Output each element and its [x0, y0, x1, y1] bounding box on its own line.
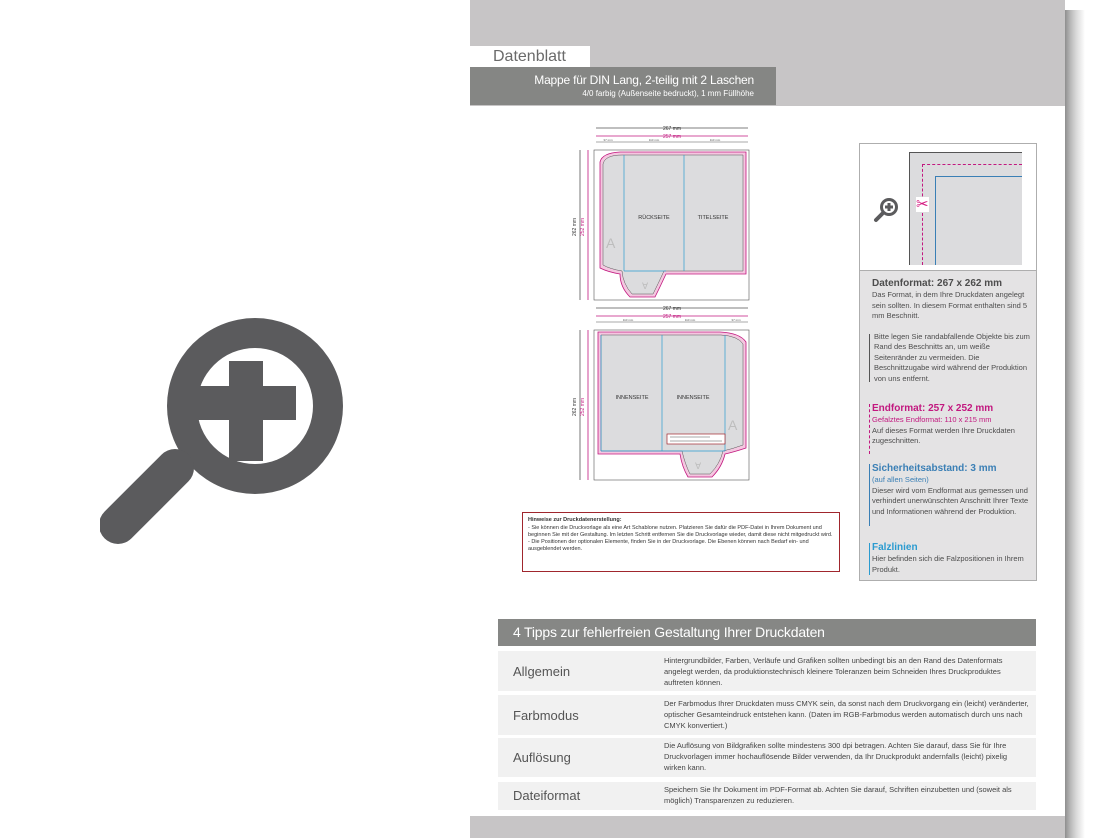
- svg-text:A: A: [728, 417, 738, 433]
- svg-text:INNENSEITE: INNENSEITE: [676, 395, 710, 401]
- scissors-icon: ✂: [916, 196, 929, 213]
- product-name: Mappe für DIN Lang, 2-teilig mit 2 Laschen: [534, 73, 754, 87]
- svg-text:∀: ∀: [695, 461, 702, 471]
- svg-text:110 mm: 110 mm: [622, 318, 634, 322]
- svg-text:267 mm: 267 mm: [662, 306, 682, 312]
- datenformat-section: Datenformat: 267 x 262 mm Das Format, in dem Ihre Druckdaten angelegt sein sollten. In diesem Format enthalten sind 5 mm Beschnitt. Bitte legen Sie randabfallende Objekte bis zum Rand des Beschnitts an, um weiße Seitenränder zu vermeiden. Die Beschnittzugabe wird während der Produktion von uns entfernt.: [872, 277, 1034, 384]
- tip-row: [498, 651, 1036, 691]
- hint-box: [522, 512, 840, 572]
- panel-label: RÜCKSEITE: [638, 215, 670, 221]
- width-final-label: 257 mm: [662, 134, 682, 140]
- tip-label: Auflösung: [513, 750, 571, 765]
- diagram-outer: [570, 122, 760, 304]
- sicherheitsabstand-section: Sicherheitsabstand: 3 mm (auf allen Seiten) Dieser wird vom Endformat aus gemessen und verhindert unerwünschten Anschnitt Ihrer Texte und Informationen während der Produktion.: [872, 462, 1034, 517]
- falzlinien-section: Falzlinien Hier befinden sich die Falzpositionen in Ihrem Produkt.: [872, 541, 1034, 575]
- svg-text:INNENSEITE: INNENSEITE: [615, 395, 649, 401]
- hint-item: - Sie können die Druckvorlage als eine Art Schablone nutzen. Platzieren Sie dafür die PDF-Datei in Ihrem Dokument und beginnen Sie mit der Gestaltung. Im letzten Schritt entfernen Sie die Druckvorlage wieder, damit diese nicht mitgedruckt wird.: [528, 525, 833, 538]
- svg-text:262 mm: 262 mm: [572, 397, 578, 417]
- svg-text:∀: ∀: [642, 281, 649, 291]
- width-total-label: 267 mm: [662, 126, 682, 132]
- tip-text: Hintergrundbilder, Farben, Verläufe und Grafiken sollten unbedingt bis an den Rand des Datenformats angelegt werden, da produktionstechnisch kleinere Toleranzen beim Schneiden Ihres Druckproduktes auftreten können.: [664, 656, 1003, 687]
- tip-row: [498, 695, 1036, 735]
- svg-text:110 mm: 110 mm: [648, 138, 660, 142]
- safety-line: [935, 176, 1022, 265]
- tip-text: Speichern Sie Ihr Dokument im PDF-Format ab. Achten Sie darauf, Schriften einzubetten und (soweit als möglich) Transparenzen zu reduzieren.: [664, 785, 1012, 805]
- tip-row: [498, 738, 1036, 777]
- tip-label: Dateiformat: [513, 788, 581, 803]
- svg-text:37 mm: 37 mm: [731, 318, 741, 322]
- endformat-section: Endformat: 257 x 252 mm Gefalztes Endformat: 110 x 215 mm Auf dieses Format werden Ihre Druckdaten zugeschnitten.: [872, 402, 1034, 447]
- hint-item: - Die Positionen der optionalen Elemente, finden Sie in der Druckvorlage. Die Ebenen können nach Bedarf ein- und ausgeblendet werden.: [528, 539, 809, 552]
- product-banner: [470, 67, 776, 105]
- svg-text:110 mm: 110 mm: [709, 138, 721, 142]
- magnifier-icon: [873, 196, 901, 224]
- marker-a: A: [606, 235, 616, 251]
- svg-text:262 mm: 262 mm: [572, 217, 578, 237]
- info-panel: [859, 143, 1037, 581]
- tip-row: [498, 782, 1036, 810]
- svg-text:110 mm: 110 mm: [684, 318, 696, 322]
- svg-text:252 mm: 252 mm: [580, 397, 586, 417]
- svg-text:257 mm: 257 mm: [662, 314, 682, 320]
- zoom-in-button[interactable]: [100, 318, 360, 553]
- page-title: Datenblatt: [470, 46, 590, 68]
- panel-label: TITELSEITE: [697, 215, 729, 221]
- svg-text:252 mm: 252 mm: [580, 217, 586, 237]
- tip-label: Farbmodus: [513, 708, 579, 723]
- tip-text: Der Farbmodus Ihrer Druckdaten muss CMYK sein, da sonst nach dem Druckvorgang ein (leicht) veränderter, optischer Gesamteindruck entstehen kann. (Daten im RGB-Farbmodus werden automatisch durch uns nach CMYK konvertiert.): [664, 699, 1029, 730]
- page-footer-band: [470, 816, 1065, 838]
- svg-text:37 mm: 37 mm: [603, 138, 613, 142]
- product-spec: 4/0 farbig (Außenseite bedruckt), 1 mm Füllhöhe: [582, 89, 754, 98]
- hint-title: Hinweise zur Druckdatenerstellung:: [528, 517, 622, 523]
- zoom-in-icon: [100, 318, 360, 553]
- datasheet-page: [470, 0, 1065, 838]
- bleed-preview: [860, 144, 1036, 271]
- tip-text: Die Auflösung von Bildgrafiken sollte mindestens 300 dpi betragen. Achten Sie darauf, dass Sie für Ihre Druckvorlagen immer hochauflösende Bilder verwenden, da Ihr Druckprodukt andernfalls (leicht) pixelig wirken kann.: [664, 741, 1008, 772]
- tip-label: Allgemein: [513, 664, 571, 679]
- diagram-inner: [570, 302, 760, 484]
- page-shadow: [1065, 10, 1085, 838]
- tips-heading: 4 Tipps zur fehlerfreien Gestaltung Ihrer Druckdaten: [498, 619, 1036, 646]
